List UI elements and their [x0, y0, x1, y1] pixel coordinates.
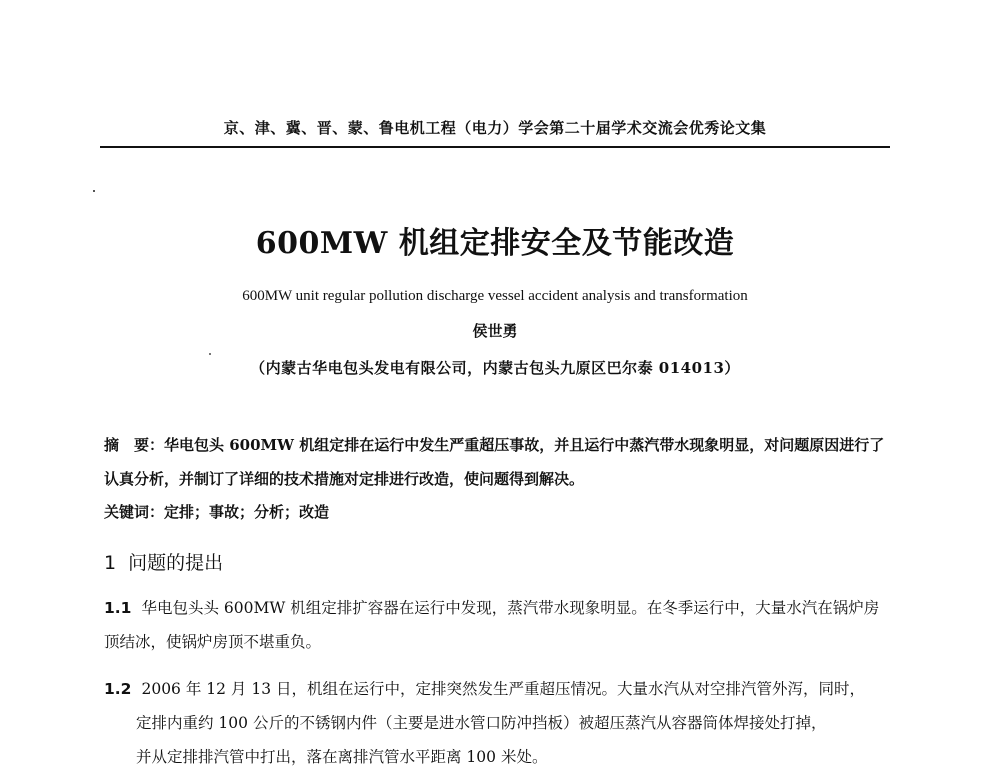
running-header: 京、津、冀、晋、蒙、鲁电机工程（电力）学会第二十届学术交流会优秀论文集 [223, 119, 767, 137]
section-number: 1 [104, 552, 117, 574]
paragraph-line: 定排内重约 100 公斤的不锈钢内件（主要是进水管口防冲挡板）被超压蒸汽从容器筒体焊接处打掉， [136, 714, 827, 732]
paragraph-text: 华电包头头 600MW 机组定排扩容器在运行中发现，蒸汽带水现象明显。在冬季运行中，大量水汽在锅炉房顶结冰，使锅炉房顶不堪重负。 [104, 599, 880, 651]
section-heading [104, 548, 223, 575]
keywords-label: 关键词： [104, 503, 165, 521]
paragraph-1-2 [104, 672, 894, 774]
author-name: 侯世勇 [472, 322, 518, 340]
author-affiliation: （内蒙古华电包头发电有限公司，内蒙古包头九原区巴尔泰 014013） [250, 359, 740, 377]
paragraph-number: 1.2 [104, 680, 132, 698]
abstract [104, 428, 894, 496]
paper-title: 600MW 机组定排安全及节能改造 [255, 226, 735, 261]
paragraph-line: 2006 年 12 月 13 日，机组在运行中，定排突然发生严重超压情况。大量水汽从对空排汽管外泻，同时， [141, 680, 865, 698]
paper-subtitle-english: 600MW unit regular pollution discharge vessel accident analysis and transformation [242, 288, 748, 304]
header-rule [100, 146, 890, 148]
abstract-label: 摘 要： [104, 436, 165, 454]
paragraph-line: 并从定排排汽管中打出，落在离排汽管水平距离 100 米处。 [136, 748, 548, 766]
paragraph-number: 1.1 [104, 599, 132, 617]
keywords-text: 定排；事故；分析；改造 [164, 503, 330, 521]
scan-speck [93, 190, 95, 192]
keywords [104, 501, 894, 522]
section-title: 问题的提出 [128, 552, 224, 574]
paragraph-1-1 [104, 591, 894, 659]
abstract-text: 华电包头 600MW 机组定排在运行中发生严重超压事故，并且运行中蒸汽带水现象明显，对问题原因进行了认真分析，并制订了详细的技术措施对定排进行改造，使问题得到解决。 [104, 436, 885, 488]
scan-speck [209, 353, 211, 355]
